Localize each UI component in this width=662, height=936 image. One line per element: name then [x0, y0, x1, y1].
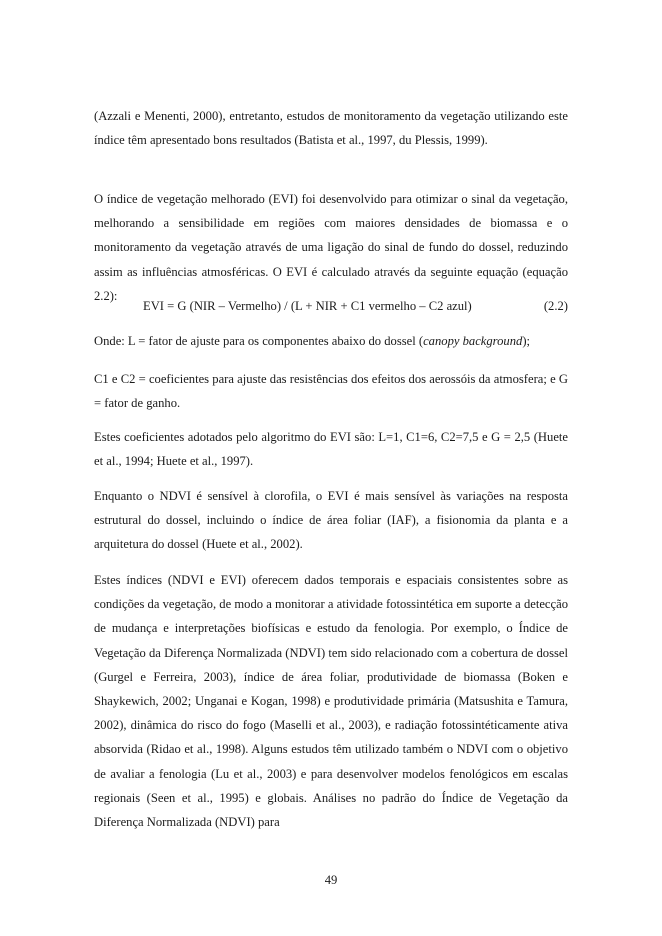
paragraph-1: (Azzali e Menenti, 2000), entretanto, estudos de monitoramento da vegetação utilizando este índice têm apresentado bons resultados (Batista et al., 1997, du Plessis, 1999).	[94, 109, 568, 148]
where-suffix: );	[522, 334, 531, 348]
where-italic-term: canopy background	[423, 334, 523, 348]
where-prefix: Onde: L = fator de ajuste para os componentes abaixo do dossel (	[94, 334, 424, 348]
paragraph-coefficient-values: Estes coeficientes adotados pelo algoritmo do EVI são: L=1, C1=6, C2=7,5 e G = 2,5 (Huete et al., 1994; Huete et al., 1997).	[94, 430, 568, 469]
equation-number: (2.2)	[543, 299, 568, 313]
page-number: 49	[324, 873, 338, 887]
paragraph-coefficients: C1 e C2 = coeficientes para ajuste das resistências dos efeitos dos aerossóis da atmosfera; e G = fator de ganho.	[94, 372, 568, 411]
equation-formula: EVI = G (NIR – Vermelho) / (L + NIR + C1 vermelho – C2 azul)	[143, 299, 472, 313]
paragraph-indices-applications: Estes índices (NDVI e EVI) oferecem dados temporais e espaciais consistentes sobre as condições da vegetação, de modo a monitorar a atividade fotossintética em suporte a detecção de mudança e interpretações biofísicas e estudo da fenologia. Por exemplo, o Índice de Vegetação da Diferença Normalizada (NDVI) tem sido relacionado com a cobertura de dossel (Gurgel e Ferreira, 2003), índice de área foliar, produtividade de biomassa (Boken e Shaykewich, 2002; Unganai e Kogan, 1998) e produtividade primária (Matsushita e Tamura, 2002), dinâmica do risco do fogo (Maselli et al., 2003), e radiação fotossintéticamente ativa absorvida (Ridao et al., 1998). Alguns estudos têm utilizado também o NDVI com o objetivo de avaliar a fenologia (Lu et al., 2003) e para desenvolver modelos fenológicos em escalas regionais (Seen et al., 1995) e globais. Análises no padrão do Índice de Vegetação da Diferença Normalizada (NDVI) para	[94, 573, 568, 830]
paragraph-ndvi-evi-comparison: Enquanto o NDVI é sensível à clorofila, o EVI é mais sensível às variações na resposta estrutural do dossel, incluindo o índice de área foliar (IAF), a fisionomia da planta e a arquitetura do dossel (Huete et al., 2002).	[94, 489, 568, 552]
paragraph-evi-intro: O índice de vegetação melhorado (EVI) foi desenvolvido para otimizar o sinal da vegetação, melhorando a sensibilidade em regiões com maiores densidades de biomassa e o monitoramento da vegetação através de uma ligação do sinal de fundo do dossel, reduzindo assim as influências atmosféricas. O EVI é calculado através da seguinte equação (equação 2.2):	[94, 192, 568, 303]
where-line	[94, 329, 568, 353]
